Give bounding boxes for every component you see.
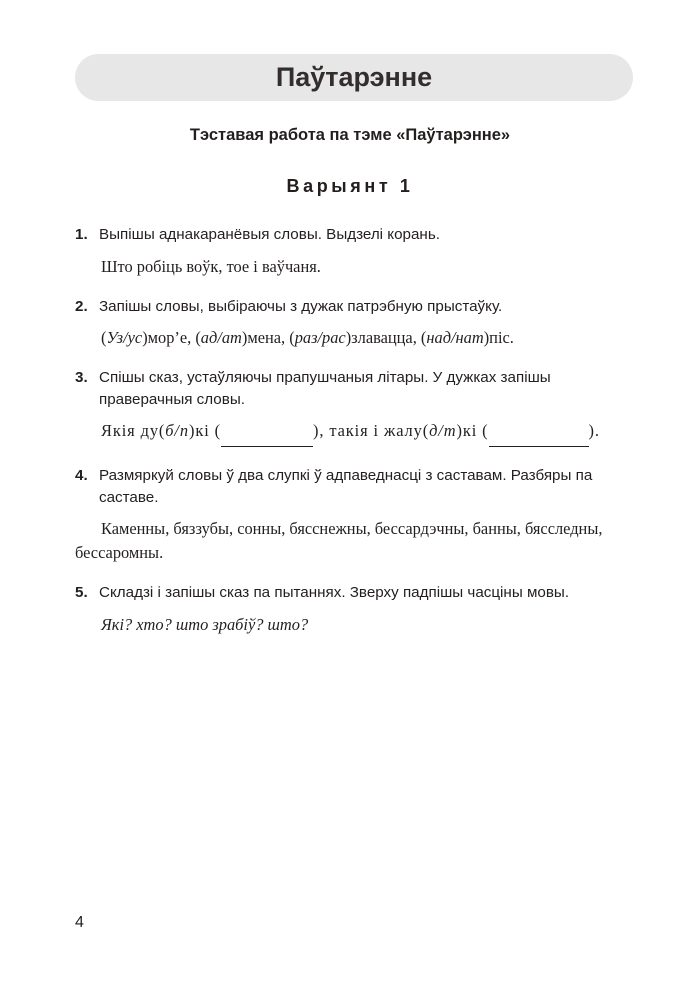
- task-instruction: Складзі і запішы сказ па пытаннях. Зверху падпішы часціны мовы.: [99, 584, 570, 602]
- task-number: 4.: [75, 467, 88, 485]
- task-content: [75, 419, 633, 447]
- task-instruction-row: [75, 224, 633, 246]
- text-run: )злавацца, (: [345, 328, 427, 348]
- chapter-header-band: [75, 54, 633, 101]
- task-content: Каменны, бяззубы, сонны, бясснежны, бессардэчны, банны, бясследны, бессаромны.: [75, 519, 603, 563]
- task-list: [75, 224, 633, 652]
- task-instruction: Спішы сказ, устаўляючы прапушчаныя літары. У дужках запішы праверачныя словы.: [99, 369, 551, 408]
- task-number: 5.: [75, 584, 88, 602]
- task-instruction-row: [75, 582, 633, 604]
- text-run: )мор’е, (: [142, 328, 201, 348]
- page-number: 4: [75, 914, 84, 931]
- italic-run: д/т: [429, 421, 457, 441]
- italic-run: раз/рас: [294, 328, 346, 348]
- italic-run: ад/ат: [200, 328, 242, 348]
- variant-heading: Варыянт 1: [286, 176, 414, 196]
- text-run: )кі (: [188, 421, 222, 441]
- task-instruction: Выпішы аднакаранёвыя словы. Выдзелі корань.: [99, 226, 440, 243]
- italic-run: над/нат: [426, 328, 484, 348]
- text-run: Якія ду(: [101, 421, 166, 441]
- task-content: [75, 326, 633, 350]
- task-item: [75, 224, 633, 279]
- task-item: [75, 582, 633, 637]
- text-run: )мена, (: [241, 328, 295, 348]
- task-item: [75, 465, 633, 565]
- text-run: )піс.: [483, 328, 514, 348]
- text-run: ).: [588, 421, 600, 441]
- task-content: Які? хто? што зрабіў? што?: [101, 614, 309, 634]
- text-run: (: [101, 328, 107, 348]
- italic-run: Уз/ус: [106, 328, 143, 348]
- text-run: )кі (: [456, 421, 489, 441]
- text-run: ), такія і жалу(: [313, 421, 430, 441]
- task-number: 1.: [75, 226, 88, 243]
- test-subtitle: Тэставая работа па тэме «Паўтарэнне»: [189, 126, 511, 144]
- task-item: [75, 367, 633, 447]
- task-instruction-row: [75, 367, 633, 410]
- task-number: 3.: [75, 369, 88, 387]
- page-title: Паўтарэнне: [275, 62, 433, 92]
- task-instruction: Запішы словы, выбіраючы з дужак патрэбную прыстаўку.: [99, 297, 503, 315]
- task-instruction-row: [75, 296, 633, 318]
- task-content: Што робіць воўк, тое і ваўчаня.: [101, 256, 321, 276]
- answer-blank: [221, 422, 313, 447]
- task-item: [75, 296, 633, 351]
- task-instruction-row: [75, 465, 633, 508]
- answer-blank: [489, 422, 589, 447]
- task-number: 2.: [75, 297, 88, 315]
- italic-run: б/п: [165, 421, 189, 441]
- task-instruction: Размяркуй словы ў два слупкі ў адпаведнасці з саставам. Разбяры па саставе.: [99, 467, 593, 506]
